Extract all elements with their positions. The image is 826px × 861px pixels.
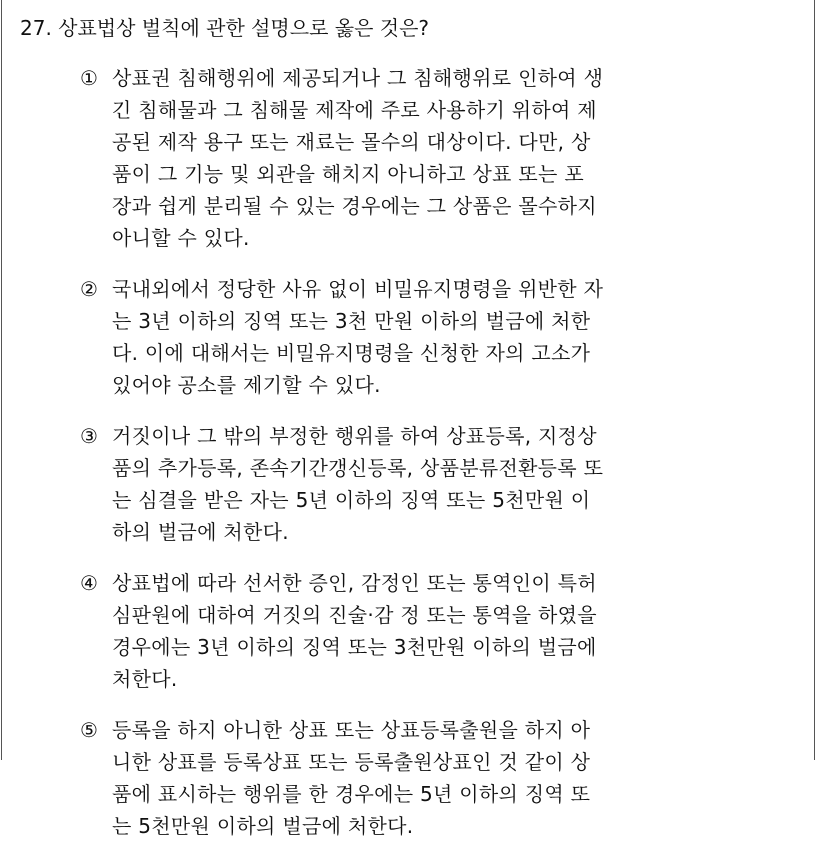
option-text-line: 긴 침해물과 그 침해물 제작에 주로 사용하기 위하여 제 bbox=[112, 98, 597, 122]
option-text-line: 는 3년 이하의 징역 또는 3천 만원 이하의 벌금에 처한 bbox=[112, 309, 591, 333]
option-text-line: 국내외에서 정당한 사유 없이 비밀유지명령을 위반한 자 bbox=[112, 277, 604, 301]
option-text-line: 는 심결을 받은 자는 5년 이하의 징역 또는 5천만원 이 bbox=[112, 488, 591, 512]
option-text-line: 있어야 공소를 제기할 수 있다. bbox=[112, 373, 381, 397]
option-text bbox=[112, 567, 780, 695]
option-text-line: 경우에는 3년 이하의 징역 또는 3천만원 이하의 벌금에 bbox=[112, 635, 597, 659]
answer-option-2[interactable] bbox=[80, 273, 780, 401]
answer-options bbox=[80, 62, 780, 861]
option-marker: ⑤ bbox=[80, 718, 98, 742]
option-text bbox=[112, 420, 780, 548]
option-text-line: 다. 이에 대해서는 비밀유지명령을 신청한 자의 고소가 bbox=[112, 341, 591, 365]
answer-option-1[interactable] bbox=[80, 62, 780, 254]
option-text-line: 상표권 침해행위에 제공되거나 그 침해행위로 인하여 생 bbox=[112, 66, 604, 90]
option-marker: ④ bbox=[80, 571, 98, 595]
option-text-line: 거짓이나 그 밖의 부정한 행위를 하여 상표등록, 지정상 bbox=[112, 424, 597, 448]
option-text-line: 품의 추가등록, 존속기간갱신등록, 상품분류전환등록 또 bbox=[112, 456, 604, 480]
option-text bbox=[112, 714, 780, 842]
option-text-line: 상표법에 따라 선서한 증인, 감정인 또는 통역인이 특허 bbox=[112, 571, 597, 595]
option-text bbox=[112, 62, 780, 254]
option-text-line: 는 5천만원 이하의 벌금에 처한다. bbox=[112, 814, 414, 838]
option-text-line: 품이 그 기능 및 외관을 해치지 아니하고 상표 또는 포 bbox=[112, 162, 584, 186]
question-title: 27. 상표법상 벌칙에 관한 설명으로 옳은 것은? bbox=[20, 16, 430, 40]
option-text-line: 심판원에 대하여 거짓의 진술·감 정 또는 통역을 하였을 bbox=[112, 603, 597, 627]
answer-option-4[interactable] bbox=[80, 567, 780, 695]
option-text-line: 하의 벌금에 처한다. bbox=[112, 520, 289, 544]
option-text-line: 아니할 수 있다. bbox=[112, 226, 250, 250]
option-text-line: 품에 표시하는 행위를 한 경우에는 5년 이하의 징역 또 bbox=[112, 782, 591, 806]
option-text-line: 처한다. bbox=[112, 667, 178, 691]
option-text bbox=[112, 273, 780, 401]
option-text-line: 공된 제작 용구 또는 재료는 몰수의 대상이다. 다만, 상 bbox=[112, 130, 591, 154]
option-marker: ③ bbox=[80, 424, 98, 448]
option-text-line: 장과 쉽게 분리될 수 있는 경우에는 그 상품은 몰수하지 bbox=[112, 194, 597, 218]
option-marker: ① bbox=[80, 66, 98, 90]
option-marker: ② bbox=[80, 277, 98, 301]
option-text-line: 등록을 하지 아니한 상표 또는 상표등록출원을 하지 아 bbox=[112, 718, 591, 742]
answer-option-3[interactable] bbox=[80, 420, 780, 548]
answer-option-5[interactable] bbox=[80, 714, 780, 842]
option-text-line: 니한 상표를 등록상표 또는 등록출원상표인 것 같이 상 bbox=[112, 750, 591, 774]
